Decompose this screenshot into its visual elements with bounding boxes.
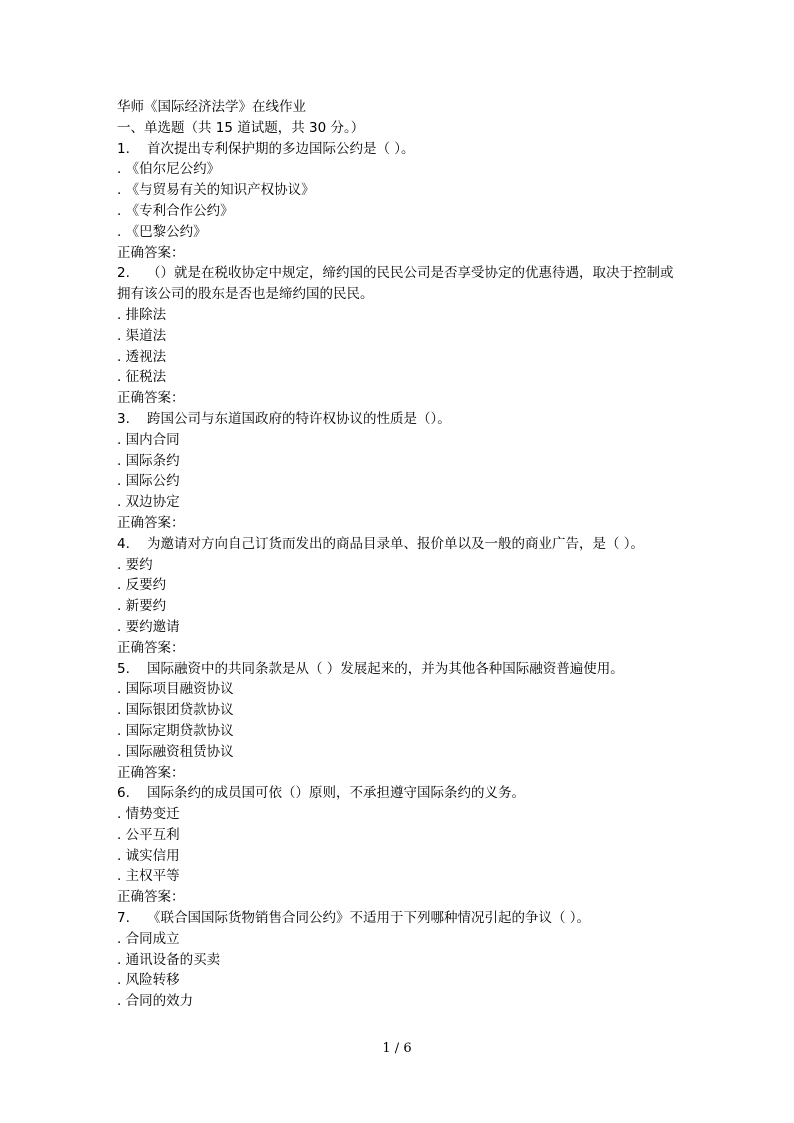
question-6 (117, 783, 680, 908)
question-text (117, 139, 680, 160)
question-number: 1. (117, 140, 130, 157)
option-c: . 国际定期贷款协议 (117, 721, 680, 742)
answer-label: 正确答案： (117, 244, 185, 261)
option-c: . 国际公约 (117, 471, 680, 492)
answer-label: 正确答案： (117, 390, 185, 407)
option-d: . 《巴黎公约》 (117, 222, 680, 243)
option-b: . 渠道法 (117, 326, 680, 347)
question-prompt: 国际条约的成员国可依（）原则，不承担遵守国际条约的义务。 (147, 785, 525, 802)
question-1 (117, 139, 680, 264)
option-a: . 国际项目融资协议 (117, 679, 680, 700)
option-a: . 排除法 (117, 305, 680, 326)
answer-label: 正确答案： (117, 639, 185, 656)
document-body (117, 97, 680, 1012)
question-text (117, 659, 680, 680)
option-a: . 国内合同 (117, 430, 680, 451)
option-b: . 公平互利 (117, 825, 680, 846)
question-prompt: 跨国公司与东道国政府的特许权协议的性质是（）。 (147, 410, 451, 427)
document-title: 华师《国际经济法学》在线作业 (117, 99, 306, 115)
question-number: 6. (117, 785, 130, 802)
option-d: . 主权平等 (117, 866, 680, 887)
option-d: . 征税法 (117, 367, 680, 388)
section-header: 一、单选题（共 15 道试题，共 30 分。） (117, 119, 365, 136)
question-prompt: 为邀请对方向自己订货而发出的商品目录单、报价单以及一般的商业广告，是（ ）。 (147, 535, 645, 552)
question-7 (117, 908, 680, 1012)
question-number: 7. (117, 910, 130, 927)
option-b: . 国际条约 (117, 451, 680, 472)
question-text (117, 908, 680, 929)
option-c: . 风险转移 (117, 970, 680, 991)
option-c: . 《专利合作公约》 (117, 201, 680, 222)
option-a: . 《伯尔尼公约》 (117, 159, 680, 180)
question-2 (117, 263, 680, 409)
option-c: . 诚实信用 (117, 846, 680, 867)
option-a: . 要约 (117, 555, 680, 576)
option-d: . 合同的效力 (117, 991, 680, 1012)
answer-label: 正确答案： (117, 764, 185, 781)
answer-label: 正确答案： (117, 889, 185, 906)
option-b: . 国际银团贷款协议 (117, 700, 680, 721)
question-prompt: （）就是在税收协定中规定，缔约国的民民公司是否享受协定的优惠待遇，取决于控制或拥有该公司的股东是否也是缔约国的民民。 (117, 265, 674, 303)
option-a: . 情势变迁 (117, 804, 680, 825)
question-prompt: 国际融资中的共同条款是从（ ）发展起来的，并为其他各种国际融资普遍使用。 (147, 660, 624, 677)
question-prompt: 《联合国国际货物销售合同公约》不适用于下列哪种情况引起的争议（ ）。 (147, 910, 591, 927)
answer-label: 正确答案： (117, 514, 185, 531)
question-number: 3. (117, 410, 130, 427)
option-b: . 通讯设备的买卖 (117, 950, 680, 971)
question-3 (117, 409, 680, 534)
question-4 (117, 534, 680, 659)
option-b: . 反要约 (117, 575, 680, 596)
option-a: . 合同成立 (117, 929, 680, 950)
option-d: . 双边协定 (117, 492, 680, 513)
question-text (117, 409, 680, 430)
question-prompt: 首次提出专利保护期的多边国际公约是（ ）。 (147, 140, 415, 157)
question-text (117, 534, 680, 555)
option-d: . 要约邀请 (117, 617, 680, 638)
question-number: 5. (117, 660, 130, 677)
question-number: 2. (117, 265, 130, 282)
question-number: 4. (117, 535, 130, 552)
page-indicator: 1 / 6 (382, 1041, 412, 1056)
option-b: . 《与贸易有关的知识产权协议》 (117, 180, 680, 201)
option-d: . 国际融资租赁协议 (117, 742, 680, 763)
option-c: . 新要约 (117, 596, 680, 617)
question-text (117, 263, 680, 305)
option-c: . 透视法 (117, 347, 680, 368)
question-text (117, 783, 680, 804)
question-5 (117, 659, 680, 784)
